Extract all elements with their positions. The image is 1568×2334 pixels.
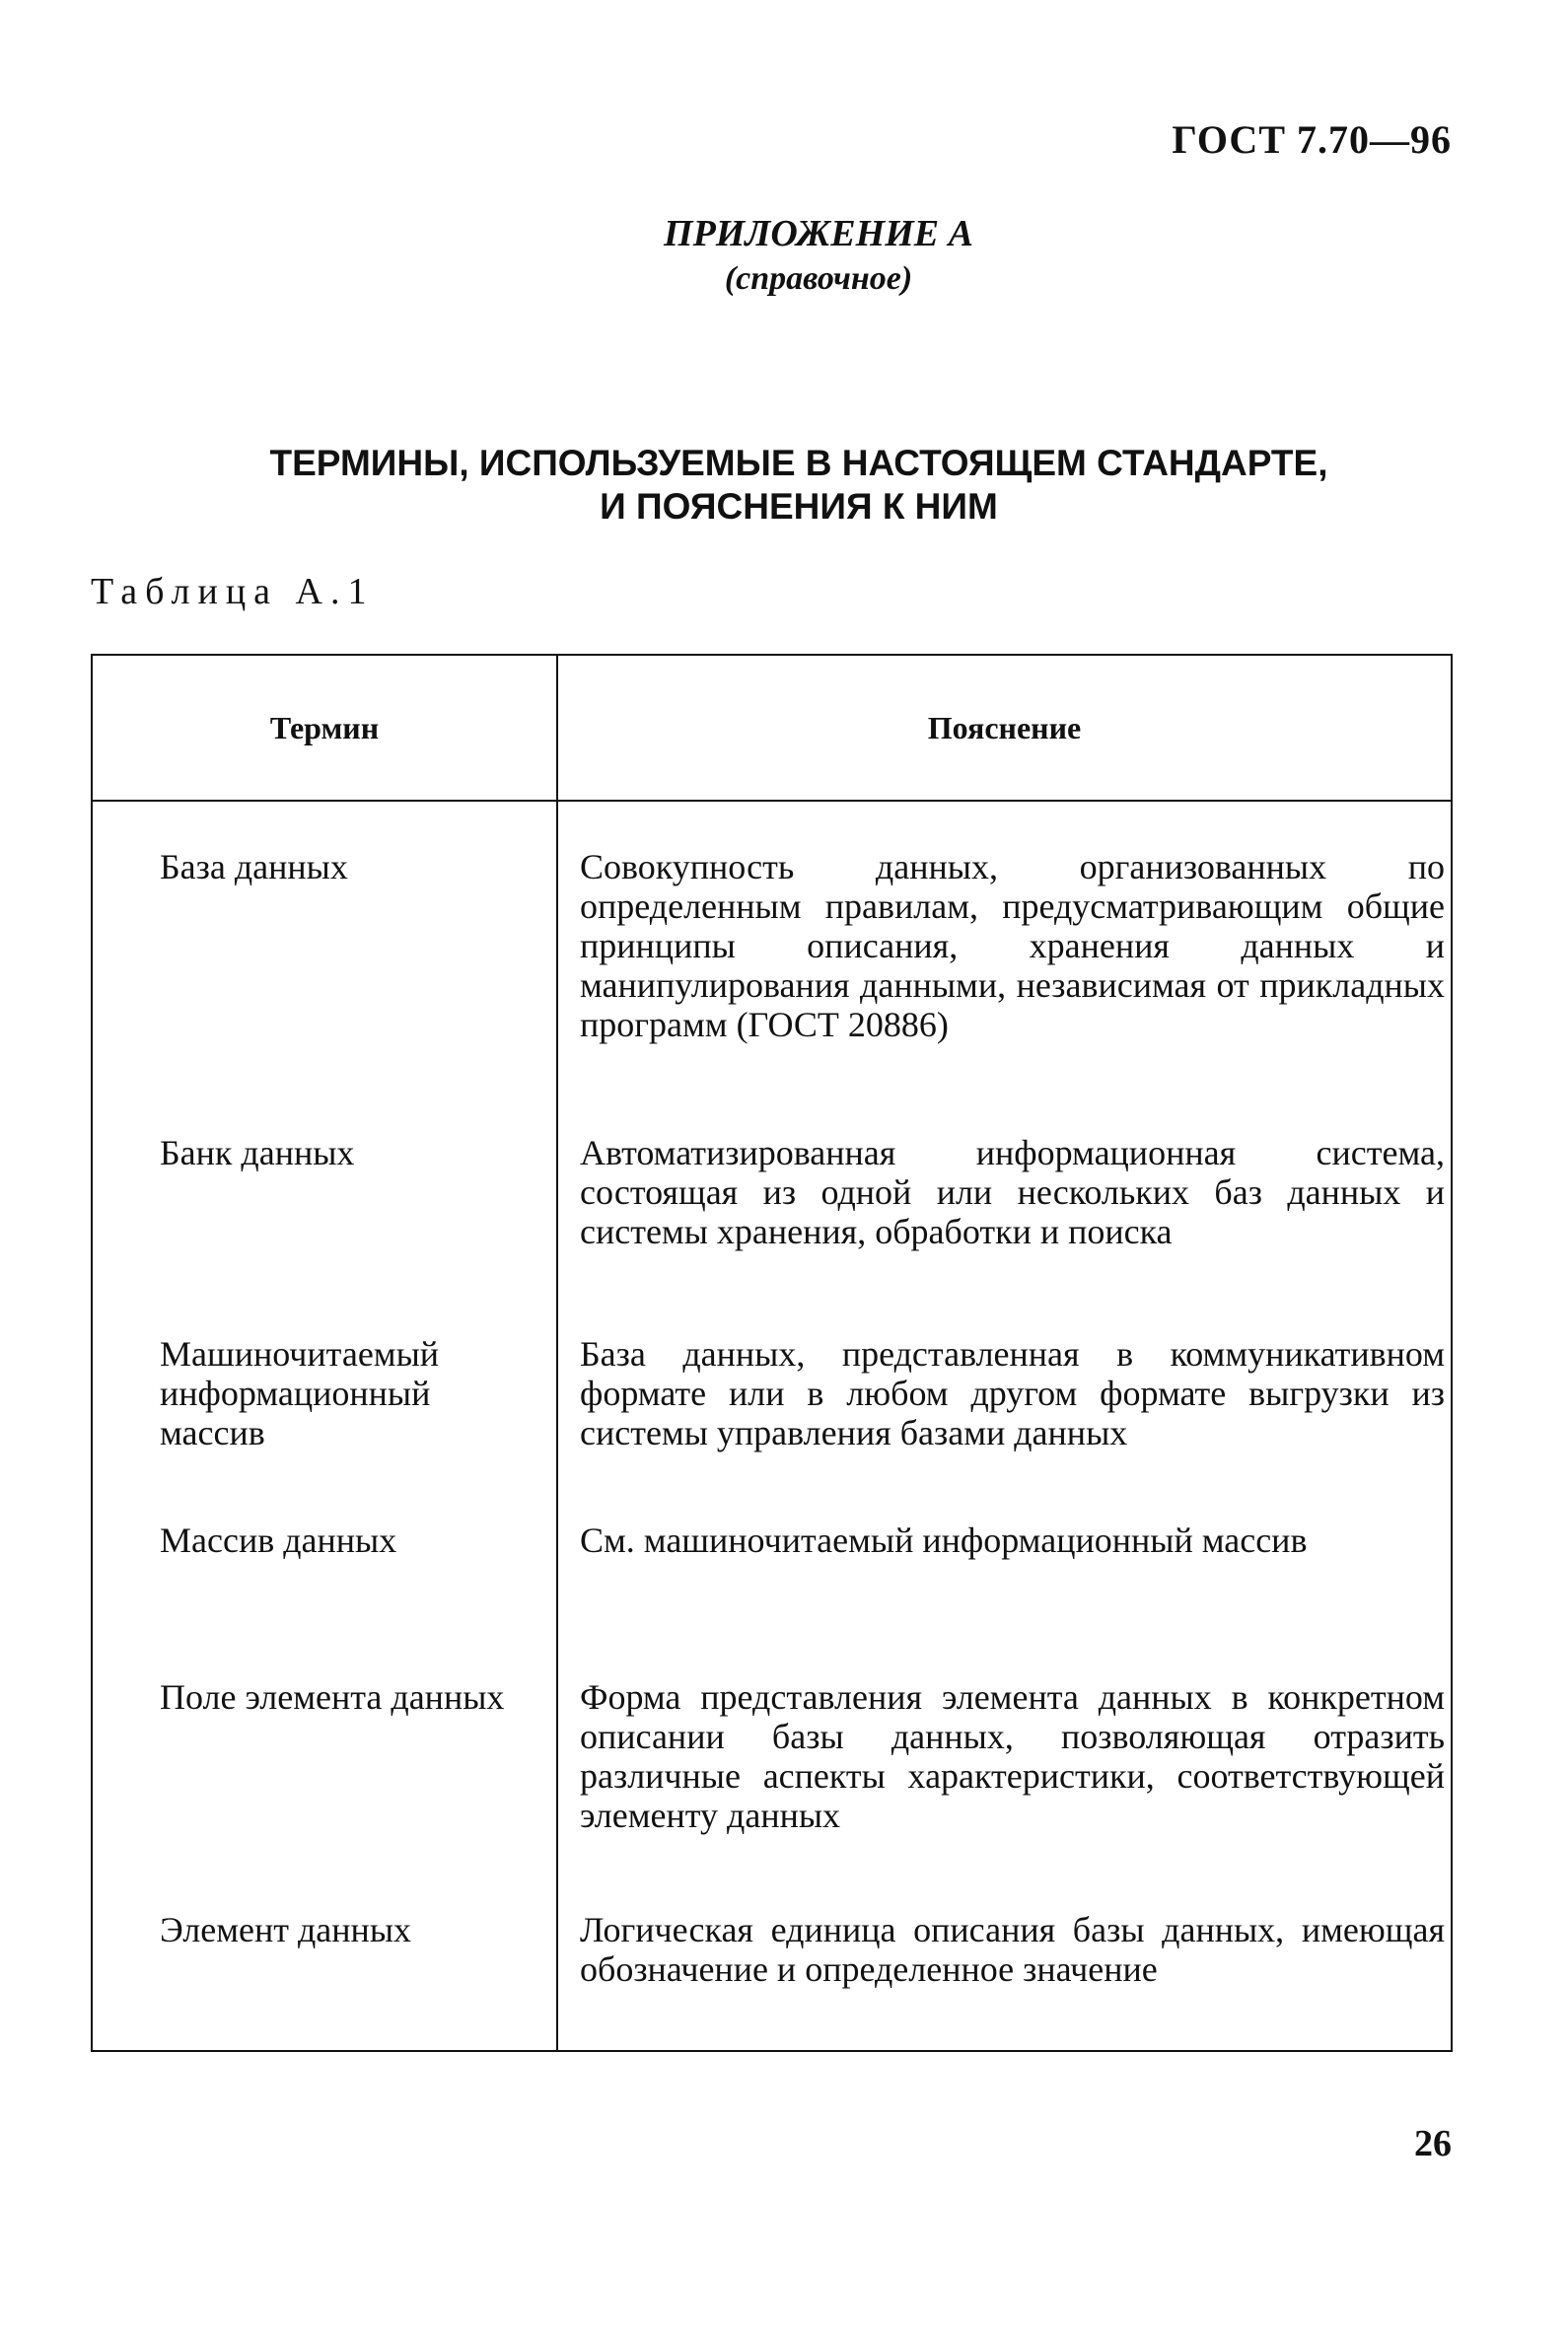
explanation-cell: См. машиночитаемый информационный массив [557,1469,1452,1610]
explanation-cell: Форма представления элемента данных в конкретном описании базы данных, позволяющая отразить различные аспекты характеристики, соответствующей элементу данных [557,1610,1452,1849]
heading-line-2: И ПОЯСНЕНИЯ К НИМ [600,486,998,527]
appendix-subtitle: (справочное) [724,260,913,297]
standard-header: ГОСТ 7.70—96 [1172,117,1452,162]
explanation-cell: Автоматизированная информационная система, состоящая из одной или нескольких баз данных и системы хранения, обработки и поиска [557,1080,1452,1273]
term-cell: Банк данных [92,1080,557,1273]
table-caption: Таблица А.1 [91,571,375,612]
explanation-cell: Логическая единица описания базы данных, имеющая обозначение и определенное значение [557,1849,1452,2051]
term-cell: Элемент данных [92,1849,557,2051]
table-row [92,1273,1452,1470]
appendix-title-block [0,211,1568,302]
table-row [92,1610,1452,1849]
appendix-title: ПРИЛОЖЕНИЕ А [664,213,973,254]
column-header-explanation: Пояснение [557,655,1452,801]
table-header-row [92,655,1452,801]
page-number: 26 [1414,2123,1452,2164]
term-cell: База данных [92,801,557,1080]
table-row [92,1469,1452,1610]
terms-table [91,654,1453,2052]
table-row [92,801,1452,1080]
table-row [92,1080,1452,1273]
term-cell: Машиночитаемый информационный массив [92,1273,557,1470]
explanation-cell: База данных, представленная в коммуникативном формате или в любом другом формате выгрузки из системы управления базами данных [557,1273,1452,1470]
table-row [92,1849,1452,2051]
term-cell: Массив данных [92,1469,557,1610]
column-header-term: Термин [92,655,557,801]
explanation-cell: Совокупность данных, организованных по определенным правилам, предусматривающим общие принципы описания, хранения данных и манипулирования данными, независимая от прикладных программ (ГОСТ 20886) [557,801,1452,1080]
term-cell: Поле элемента данных [92,1610,557,1849]
heading-line-1: ТЕРМИНЫ, ИСПОЛЬЗУЕМЫЕ В НАСТОЯЩЕМ СТАНДАРТЕ, [269,443,1328,483]
page-heading [0,442,1568,529]
